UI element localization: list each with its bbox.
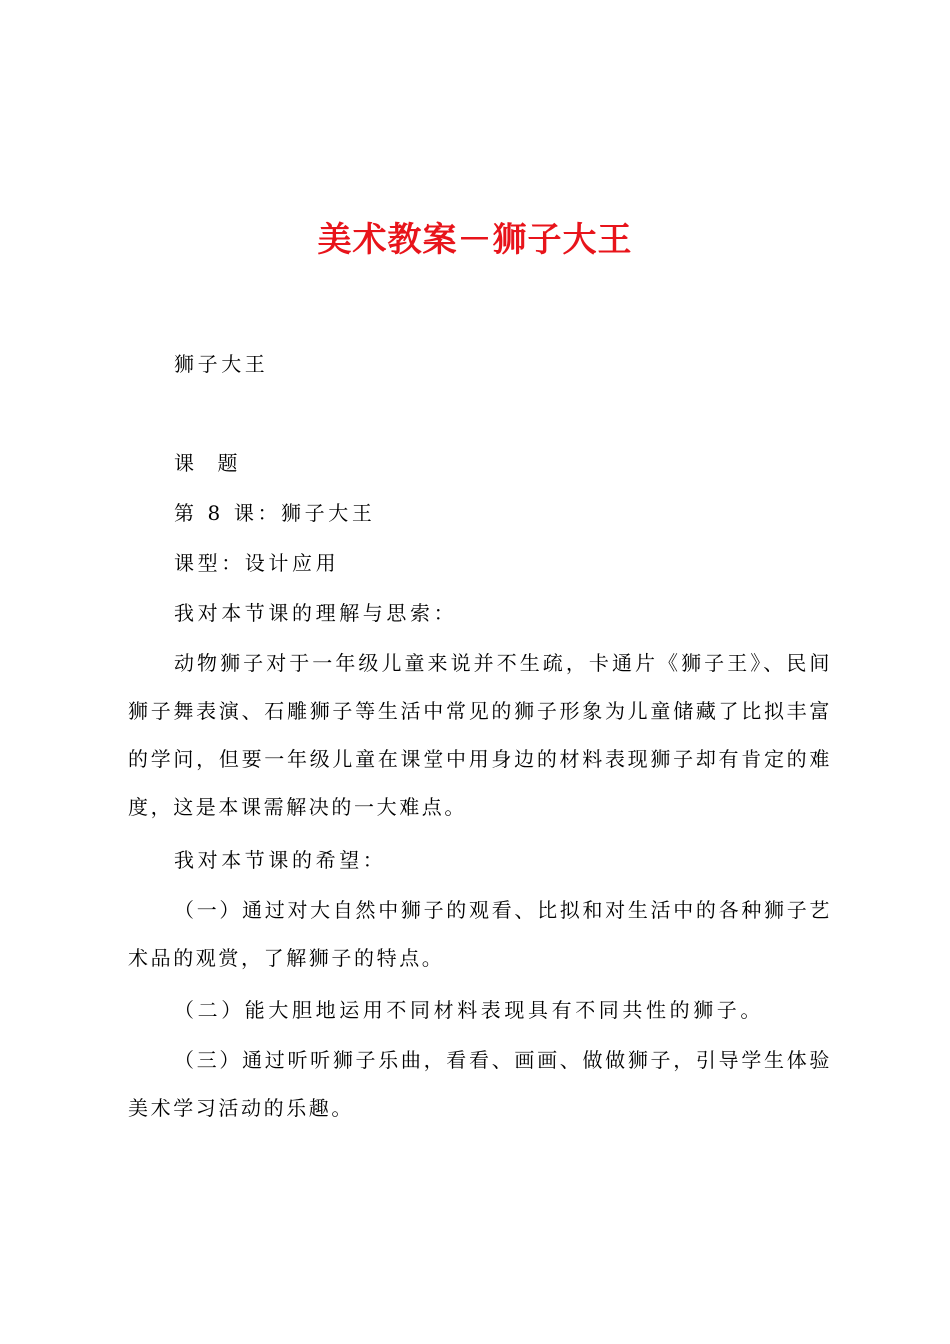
lesson-name-paragraph: 狮子大王 <box>174 352 269 376</box>
lesson-number-paragraph: 第 8 课：狮子大王 <box>174 501 376 525</box>
lesson-type-paragraph: 课型：设计应用 <box>174 551 340 575</box>
hope-item-2: （二）能大胆地运用不同材料表现具有不同共性的狮子。 <box>174 998 764 1022</box>
hope-item-1: （一）通过对大自然中狮子的观看、比拟和对生活中的各种狮子艺术品的观赏，了解狮子的特点。 <box>128 898 832 970</box>
topic-heading: 课 题 <box>174 451 242 475</box>
document-title: 美术教案－狮子大王 <box>317 220 633 260</box>
hopes-heading: 我对本节课的希望： <box>174 848 387 872</box>
understanding-heading: 我对本节课的理解与思索： <box>174 601 458 625</box>
understanding-paragraph: 动物狮子对于一年级儿童来说并不生疏，卡通片《狮子王》、民间狮子舞表演、石雕狮子等生活中常见的狮子形象为儿童储藏了比拟丰富的学问，但要一年级儿童在课堂中用身边的材料表现狮子却有肯定的难度，这是本课需解决的一大难点。 <box>128 651 832 819</box>
hope-item-3: （三）通过听听狮子乐曲，看看、画画、做做狮子，引导学生体验美术学习活动的乐趣。 <box>128 1048 832 1120</box>
